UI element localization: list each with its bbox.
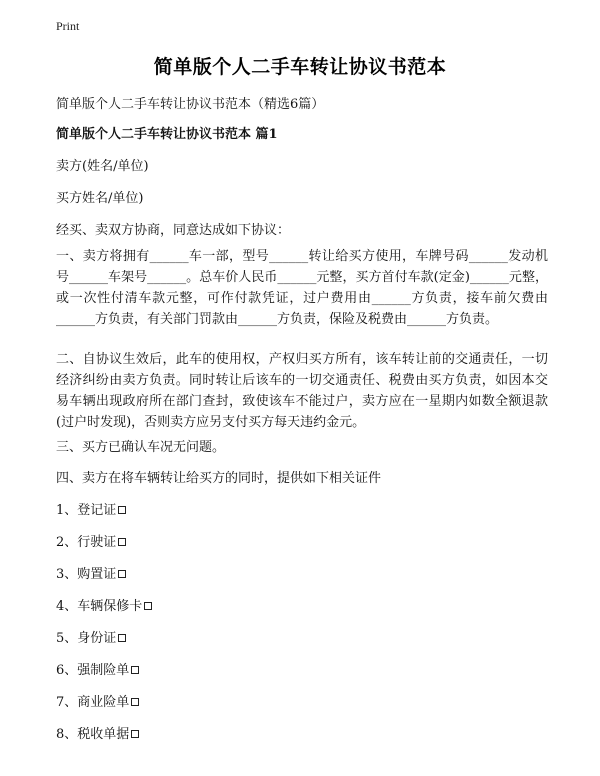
checkbox-icon — [144, 602, 152, 610]
document-list-item — [56, 595, 152, 614]
document-title: 简单版个人二手车转让协议书范本 — [153, 56, 447, 78]
document-item-label: 8、税收单据 — [56, 727, 130, 742]
document-item-label: 5、身份证 — [56, 631, 117, 646]
checkbox-icon — [118, 570, 126, 578]
document-list-item — [56, 723, 139, 742]
checkbox-icon — [131, 730, 139, 738]
document-list-item — [56, 499, 126, 518]
clause-2: 二、自协议生效后，此车的使用权，产权归买方所有，该车转让前的交通责任，一切经济纠纷由卖方负责。同时转让后该车的一切交通责任、税费由买方负责，如因本交易车辆出现政府所在部门查封，致使该车不能过户，卖方应在一星期内如数全额退款(过户时发现)，否则卖方应另支付买方每天违约金元。 — [56, 352, 548, 430]
checkbox-icon — [118, 538, 126, 546]
document-item-label: 4、车辆保修卡 — [56, 599, 143, 614]
clause-4: 四、卖方在将车辆转让给买方的同时，提供如下相关证件 — [56, 471, 382, 486]
checkbox-icon — [131, 698, 139, 706]
seller-line: 卖方(姓名/单位) — [56, 159, 149, 174]
clause-3: 三、买方已确认车况无问题。 — [56, 440, 226, 455]
document-item-label: 6、强制险单 — [56, 663, 130, 678]
document-list-item — [56, 563, 126, 582]
document-list-item — [56, 627, 126, 646]
document-item-label: 1、登记证 — [56, 503, 117, 518]
document-item-label: 3、购置证 — [56, 567, 117, 582]
checkbox-icon — [118, 506, 126, 514]
document-list-item — [56, 659, 139, 678]
intro-line: 经买、卖双方协商，同意达成如下协议： — [56, 223, 291, 238]
section-heading: 简单版个人二手车转让协议书范本 篇1 — [56, 127, 278, 142]
document-item-label: 2、行驶证 — [56, 535, 117, 550]
document-subtitle: 简单版个人二手车转让协议书范本（精选6篇） — [56, 97, 325, 112]
clause-1: 一、卖方将拥有______车一部，型号______转让给买方使用，车牌号码______发动机号______车架号______。总车价人民币______元整，买方首付车款(定金)______元整，或一次性付清车款元整，可作付款凭证，过户费用由______方负责，接车前欠费由______方负责，有关部门罚款由______方负责，保险及税费由______方负责。 — [56, 249, 548, 327]
checkbox-icon — [131, 666, 139, 674]
buyer-line: 买方姓名/单位) — [56, 191, 144, 206]
document-list-item — [56, 691, 139, 710]
document-list-item — [56, 531, 126, 550]
checkbox-icon — [118, 634, 126, 642]
document-item-label: 7、商业险单 — [56, 695, 130, 710]
print-label[interactable]: Print — [56, 19, 80, 33]
